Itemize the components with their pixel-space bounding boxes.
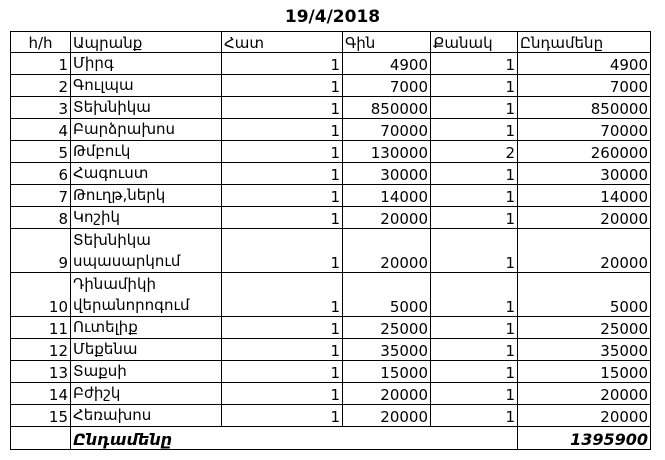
table-row xyxy=(11,339,651,361)
cell-count: 1 xyxy=(431,163,518,185)
cell-item: Հագուստ xyxy=(71,163,222,185)
cell-item: Տեխնիկա xyxy=(71,97,222,119)
cell-item: Մեքենա xyxy=(71,339,222,361)
cell-price: 14000 xyxy=(343,185,431,207)
cell-total: 20000 xyxy=(518,405,651,427)
cell-num: 1 xyxy=(11,53,71,75)
cell-total: 260000 xyxy=(518,141,651,163)
cell-item: Գուլպա xyxy=(71,75,222,97)
cell-price: 130000 xyxy=(343,141,431,163)
cell-qty: 1 xyxy=(222,273,343,317)
cell-total: 7000 xyxy=(518,75,651,97)
table-row xyxy=(11,163,651,185)
cell-item: Ուտելիք xyxy=(71,317,222,339)
table-row xyxy=(11,97,651,119)
cell-qty: 1 xyxy=(222,53,343,75)
cell-item: Թմբուկ xyxy=(71,141,222,163)
header-total: Ընդամենը xyxy=(518,32,651,53)
total-spacer xyxy=(343,427,431,450)
table-body xyxy=(11,53,651,427)
table-row xyxy=(11,119,651,141)
header-num: h/h xyxy=(11,32,71,53)
cell-price: 20000 xyxy=(343,383,431,405)
cell-count: 1 xyxy=(431,273,518,317)
cell-qty: 1 xyxy=(222,229,343,273)
cell-total: 14000 xyxy=(518,185,651,207)
cell-total: 850000 xyxy=(518,97,651,119)
cell-price: 7000 xyxy=(343,75,431,97)
cell-qty: 1 xyxy=(222,141,343,163)
cell-item: Տեխնիկա սպասարկում xyxy=(71,229,222,273)
cell-price: 25000 xyxy=(343,317,431,339)
header-qty: Հատ xyxy=(222,32,343,53)
cell-num: 8 xyxy=(11,207,71,229)
cell-qty: 1 xyxy=(222,405,343,427)
cell-num: 11 xyxy=(11,317,71,339)
cell-price: 20000 xyxy=(343,207,431,229)
cell-price: 20000 xyxy=(343,405,431,427)
expense-table xyxy=(10,31,651,450)
cell-qty: 1 xyxy=(222,185,343,207)
cell-price: 70000 xyxy=(343,119,431,141)
cell-qty: 1 xyxy=(222,75,343,97)
cell-count: 1 xyxy=(431,97,518,119)
header-row xyxy=(11,32,651,53)
cell-item: Թուղթ,ներկ xyxy=(71,185,222,207)
total-row xyxy=(11,427,651,450)
cell-item: Հեռախոս xyxy=(71,405,222,427)
cell-qty: 1 xyxy=(222,339,343,361)
cell-total: 5000 xyxy=(518,273,651,317)
table-row xyxy=(11,75,651,97)
table-row xyxy=(11,361,651,383)
cell-qty: 1 xyxy=(222,361,343,383)
total-spacer xyxy=(431,427,518,450)
table-row xyxy=(11,141,651,163)
cell-total: 15000 xyxy=(518,361,651,383)
cell-item: Բժիշկ xyxy=(71,383,222,405)
total-label: Ընդամենը xyxy=(71,427,222,450)
cell-total: 20000 xyxy=(518,207,651,229)
total-spacer xyxy=(222,427,343,450)
cell-count: 2 xyxy=(431,141,518,163)
cell-num: 4 xyxy=(11,119,71,141)
cell-price: 850000 xyxy=(343,97,431,119)
cell-count: 1 xyxy=(431,339,518,361)
cell-item: Տաքսի xyxy=(71,361,222,383)
cell-item: Միրգ xyxy=(71,53,222,75)
cell-num: 7 xyxy=(11,185,71,207)
cell-total: 20000 xyxy=(518,383,651,405)
cell-qty: 1 xyxy=(222,207,343,229)
cell-item: Կոշիկ xyxy=(71,207,222,229)
cell-total: 35000 xyxy=(518,339,651,361)
cell-total: 4900 xyxy=(518,53,651,75)
table-row xyxy=(11,229,651,273)
cell-count: 1 xyxy=(431,229,518,273)
cell-count: 1 xyxy=(431,119,518,141)
table-row xyxy=(11,383,651,405)
cell-count: 1 xyxy=(431,185,518,207)
table-row xyxy=(11,207,651,229)
cell-qty: 1 xyxy=(222,119,343,141)
header-count: Քանակ xyxy=(431,32,518,53)
table-row xyxy=(11,317,651,339)
cell-item: Դինամիկի վերանորոգում xyxy=(71,273,222,317)
cell-num: 13 xyxy=(11,361,71,383)
cell-price: 4900 xyxy=(343,53,431,75)
cell-total: 25000 xyxy=(518,317,651,339)
cell-num: 3 xyxy=(11,97,71,119)
total-blank-cell xyxy=(11,427,71,450)
cell-count: 1 xyxy=(431,207,518,229)
header-price: Գին xyxy=(343,32,431,53)
cell-num: 6 xyxy=(11,163,71,185)
cell-price: 30000 xyxy=(343,163,431,185)
cell-item: Բարձրախոս xyxy=(71,119,222,141)
cell-count: 1 xyxy=(431,53,518,75)
table-row xyxy=(11,185,651,207)
cell-price: 15000 xyxy=(343,361,431,383)
cell-total: 70000 xyxy=(518,119,651,141)
header-item: Ապրանք xyxy=(71,32,222,53)
cell-num: 5 xyxy=(11,141,71,163)
cell-num: 15 xyxy=(11,405,71,427)
cell-count: 1 xyxy=(431,317,518,339)
sheet-title: 19/4/2018 xyxy=(284,7,381,27)
table-row xyxy=(11,273,651,317)
table-row xyxy=(11,53,651,75)
cell-total: 30000 xyxy=(518,163,651,185)
cell-num: 2 xyxy=(11,75,71,97)
cell-price: 5000 xyxy=(343,273,431,317)
table-row xyxy=(11,405,651,427)
total-value: 1395900 xyxy=(518,427,651,450)
cell-qty: 1 xyxy=(222,97,343,119)
cell-count: 1 xyxy=(431,75,518,97)
cell-qty: 1 xyxy=(222,163,343,185)
cell-num: 9 xyxy=(11,229,71,273)
cell-num: 12 xyxy=(11,339,71,361)
cell-count: 1 xyxy=(431,405,518,427)
cell-count: 1 xyxy=(431,361,518,383)
cell-price: 35000 xyxy=(343,339,431,361)
cell-qty: 1 xyxy=(222,317,343,339)
cell-total: 20000 xyxy=(518,229,651,273)
cell-qty: 1 xyxy=(222,383,343,405)
cell-num: 10 xyxy=(11,273,71,317)
cell-num: 14 xyxy=(11,383,71,405)
cell-price: 20000 xyxy=(343,229,431,273)
cell-count: 1 xyxy=(431,383,518,405)
